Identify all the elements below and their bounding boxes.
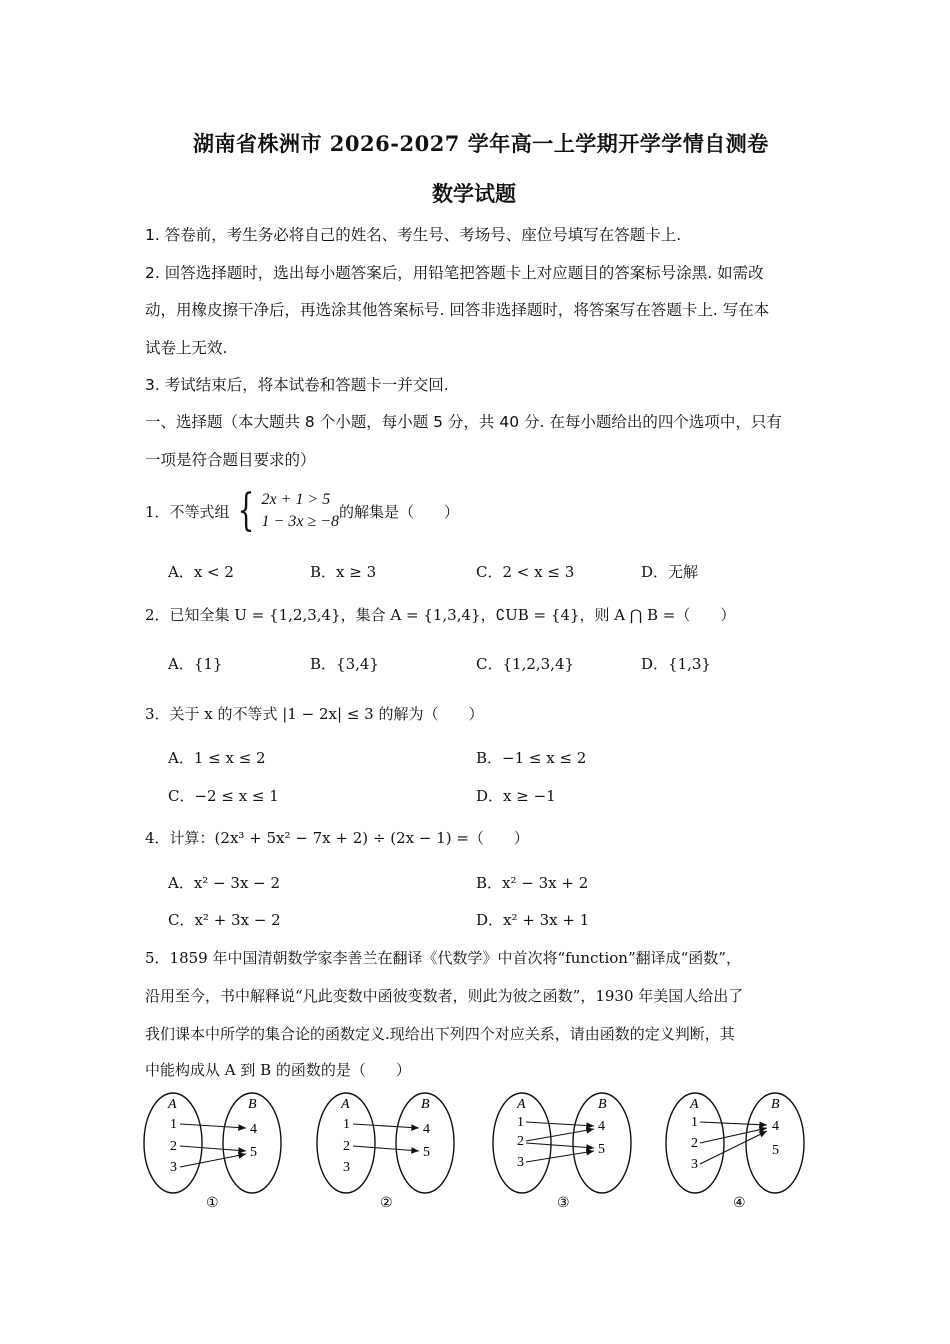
question-5-line-1: 5．1859 年中国清朝数学家李善兰在翻译《代数学》中首次将“function”翻译成“函数”， [145, 949, 741, 967]
q5-d2-set-b-label: B [421, 1097, 430, 1112]
q5-d2-set-a-label: A [341, 1097, 350, 1112]
q5-d3-b-5: 5 [598, 1142, 605, 1157]
section-heading-line1: 一、选择题（本大题共 8 个小题，每小题 5 分，共 40 分. 在每小题给出的四个选项中，只有 [145, 413, 782, 431]
q5-d3-a-1: 1 [517, 1115, 524, 1130]
q5-d2-b-5: 5 [423, 1145, 430, 1160]
q5-d1-set-a-label: A [168, 1097, 177, 1112]
q5-d2-a-3: 3 [343, 1160, 350, 1175]
q3-option-d[interactable]: D．x ≥ −1 [476, 787, 556, 805]
q5-d4-a-3: 3 [691, 1157, 698, 1172]
q2-option-d[interactable]: D．{1,3} [641, 655, 711, 673]
q5-d4-a-1: 1 [691, 1115, 698, 1130]
instruction-3: 3. 考试结束后，将本试卷和答题卡一并交回. [145, 376, 449, 394]
page-title: 湖南省株洲市 2026-2027 学年高一上学期开学学情自测卷 [193, 131, 769, 156]
q2-option-c[interactable]: C．{1,2,3,4} [476, 655, 575, 673]
q1-system-line-2: 1 − 3x ≥ −8 [261, 513, 340, 530]
q5-mapping-diagrams [140, 1088, 820, 1213]
q3-option-b[interactable]: B．−1 ≤ x ≤ 2 [476, 749, 587, 767]
q5-d1-a-2: 2 [170, 1139, 177, 1154]
q5-d1-b-4: 4 [250, 1122, 257, 1137]
q1-option-d[interactable]: D．无解 [641, 563, 699, 581]
q5-d1-a-3: 3 [170, 1160, 177, 1175]
q2-option-a[interactable]: A．{1} [168, 655, 223, 673]
q1-suffix: 的解集是（ ） [339, 502, 460, 521]
q5-d3-b-4: 4 [598, 1119, 605, 1134]
q4-option-a[interactable]: A．x² − 3x − 2 [168, 874, 281, 892]
q5-d1-label: ① [206, 1196, 219, 1211]
q5-diagram-1 [144, 1093, 281, 1211]
q1-system-line-1: 2x + 1 > 5 [261, 491, 331, 508]
q4-option-b[interactable]: B．x² − 3x + 2 [476, 874, 589, 892]
question-2: 2．已知全集 U = {1,2,3,4}，集合 A = {1,3,4}，∁UB = {4}，则 A ⋂ B =（ ） [145, 606, 736, 624]
q5-d4-b-5: 5 [772, 1143, 779, 1158]
instruction-1: 1. 答卷前，考生务必将自己的姓名、考生号、考场号、座位号填写在答题卡上. [145, 226, 682, 244]
question-5-line-4: 中能构成从 A 到 B 的函数的是（ ） [145, 1061, 411, 1079]
q5-d2-a-2: 2 [343, 1139, 350, 1154]
instruction-2a: 2. 回答选择题时，选出每小题答案后，用铅笔把答题卡上对应题目的答案标号涂黑. 如需改 [145, 264, 764, 282]
q1-option-a[interactable]: A．x < 2 [168, 563, 234, 581]
section-heading-line2: 一项是符合题目要求的） [145, 451, 316, 469]
question-1 [145, 485, 460, 536]
q5-d1-a-1: 1 [170, 1117, 177, 1132]
q4-option-d[interactable]: D．x² + 3x + 1 [476, 911, 590, 929]
q1-prefix: 1．不等式组 [145, 502, 230, 521]
q5-d4-a-2: 2 [691, 1136, 698, 1151]
q5-d3-a-3: 3 [517, 1155, 524, 1170]
q5-d3-set-a-label: A [517, 1097, 526, 1112]
q1-option-c[interactable]: C．2 < x ≤ 3 [476, 563, 575, 581]
q5-d1-set-b-label: B [248, 1097, 257, 1112]
q3-option-a[interactable]: A．1 ≤ x ≤ 2 [168, 749, 266, 767]
q5-diagram-4 [666, 1093, 804, 1211]
q5-d2-b-4: 4 [423, 1122, 430, 1137]
q5-d4-label: ④ [733, 1196, 746, 1211]
q5-d1-b-5: 5 [250, 1145, 257, 1160]
q5-diagram-3 [493, 1093, 631, 1211]
q5-d4-b-4: 4 [772, 1119, 779, 1134]
instruction-2c: 试卷上无效. [145, 339, 228, 357]
q3-option-c[interactable]: C．−2 ≤ x ≤ 1 [168, 787, 279, 805]
q5-d4-set-a-label: A [690, 1097, 699, 1112]
q5-d3-label: ③ [557, 1196, 570, 1211]
q5-diagram-2 [317, 1093, 454, 1211]
page-subtitle: 数学试题 [432, 181, 516, 206]
question-5-line-3: 我们课本中所学的集合论的函数定义.现给出下列四个对应关系，请由函数的定义判断，其 [145, 1025, 735, 1043]
q4-option-c[interactable]: C．x² + 3x − 2 [168, 911, 281, 929]
instruction-2b: 动，用橡皮擦干净后，再选涂其他答案标号. 回答非选择题时，将答案写在答题卡上. 写在本 [145, 301, 770, 319]
q1-brace: { [237, 485, 254, 536]
question-4: 4．计算：(2x³ + 5x² − 7x + 2) ÷ (2x − 1) =（ ） [145, 829, 529, 847]
q1-system [262, 489, 339, 533]
q5-d2-a-1: 1 [343, 1117, 350, 1132]
question-5-line-2: 沿用至今，书中解释说“凡此变数中函彼变数者，则此为彼之函数”，1930 年美国人给出了 [145, 987, 744, 1005]
q2-option-b[interactable]: B．{3,4} [310, 655, 379, 673]
q5-d2-label: ② [380, 1196, 393, 1211]
q5-d4-set-b-label: B [771, 1097, 780, 1112]
q1-option-b[interactable]: B．x ≥ 3 [310, 563, 377, 581]
question-3: 3．关于 x 的不等式 |1 − 2x| ≤ 3 的解为（ ） [145, 705, 484, 723]
q5-d3-a-2: 2 [517, 1134, 524, 1149]
q5-d3-set-b-label: B [598, 1097, 607, 1112]
